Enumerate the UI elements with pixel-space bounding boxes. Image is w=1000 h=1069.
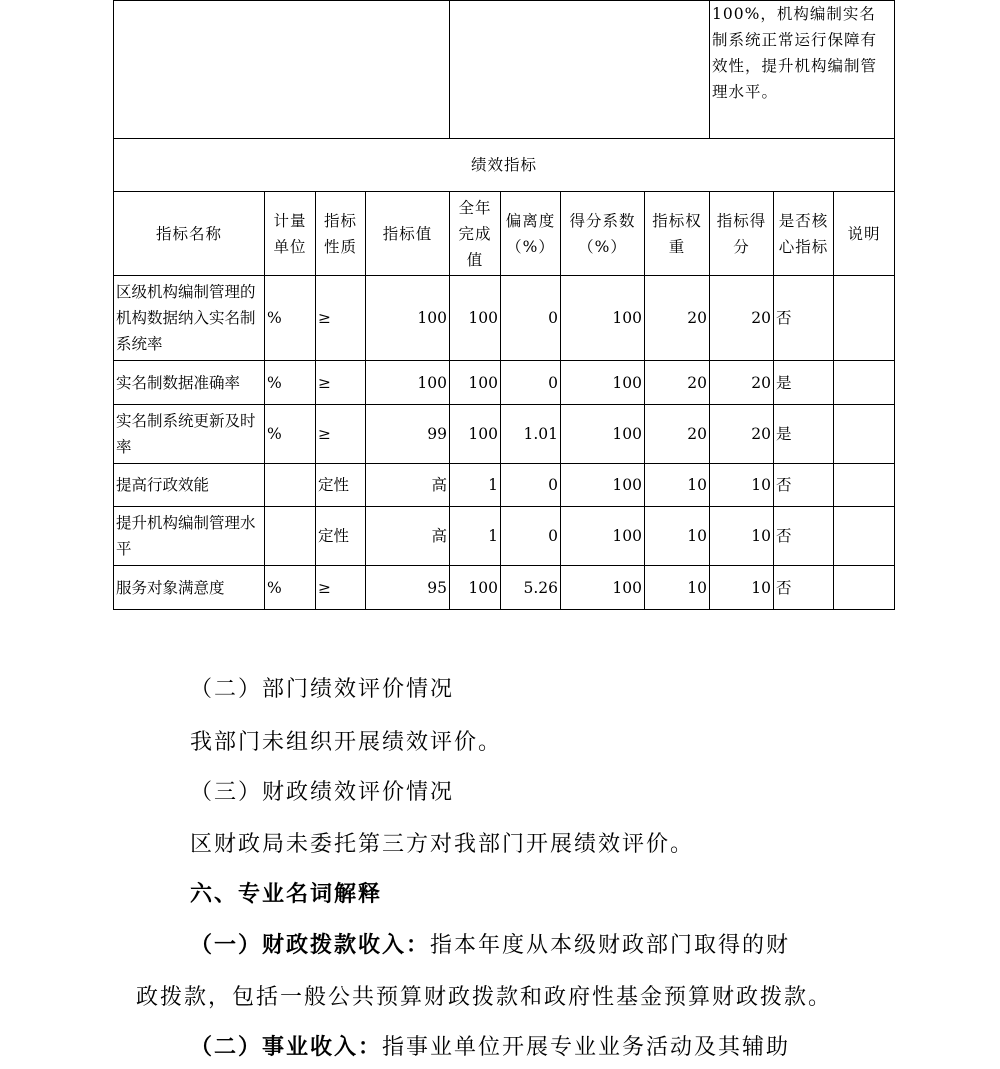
glossary-item-2	[190, 1030, 790, 1061]
nature-cell: ≥	[316, 405, 366, 464]
unit-cell: %	[265, 405, 316, 464]
indicator-name: 提高行政效能	[114, 464, 265, 507]
unit-cell: %	[265, 566, 316, 610]
header-cell: 计量单位	[265, 192, 316, 276]
note-cell	[834, 566, 895, 610]
nature-cell: ≥	[316, 361, 366, 405]
indicator-name: 实名制数据准确率	[114, 361, 265, 405]
header-cell: 全年完成值	[450, 192, 501, 276]
target-cell: 95	[366, 566, 450, 610]
indicator-name: 实名制系统更新及时率	[114, 405, 265, 464]
nature-cell: ≥	[316, 566, 366, 610]
target-cell: 高	[366, 464, 450, 507]
core-cell: 否	[774, 464, 834, 507]
note-cell	[834, 405, 895, 464]
target-cell: 100	[366, 361, 450, 405]
performance-table	[113, 0, 895, 610]
header-cell: 说明	[834, 192, 895, 276]
note-cell	[834, 464, 895, 507]
actual-cell: 100	[450, 405, 501, 464]
header-cell: 指标名称	[114, 192, 265, 276]
deviation-cell: 0	[501, 361, 561, 405]
heading-glossary: 六、专业名词解释	[190, 881, 383, 907]
header-cell: 指标权重	[645, 192, 710, 276]
coef-cell: 100	[561, 507, 645, 566]
para-dept-eval: 我部门未组织开展绩效评价。	[190, 730, 503, 755]
weight-cell: 10	[645, 507, 710, 566]
unit-cell: %	[265, 361, 316, 405]
actual-cell: 1	[450, 464, 501, 507]
section-title: 绩效指标	[114, 139, 895, 192]
score-cell: 10	[710, 566, 774, 610]
core-cell: 是	[774, 361, 834, 405]
note-cell	[834, 507, 895, 566]
header-cell: 是否核心指标	[774, 192, 834, 276]
actual-cell: 1	[450, 507, 501, 566]
empty-cell	[114, 1, 450, 139]
score-cell: 20	[710, 405, 774, 464]
indicator-name: 区级机构编制管理的机构数据纳入实名制系统率	[114, 276, 265, 361]
header-cell: 偏离度（%）	[501, 192, 561, 276]
header-cell: 指标得分	[710, 192, 774, 276]
deviation-cell: 0	[501, 507, 561, 566]
core-cell: 是	[774, 405, 834, 464]
target-cell: 100	[366, 276, 450, 361]
unit-cell	[265, 507, 316, 566]
header-cell: 指标性质	[316, 192, 366, 276]
score-cell: 20	[710, 276, 774, 361]
glossary-term: （二）事业收入：	[190, 1034, 383, 1060]
deviation-cell: 0	[501, 276, 561, 361]
coef-cell: 100	[561, 361, 645, 405]
table-row	[114, 361, 895, 405]
actual-cell: 100	[450, 361, 501, 405]
actual-cell: 100	[450, 566, 501, 610]
glossary-term: （一）财政拨款收入：	[190, 932, 431, 958]
section-row	[114, 139, 895, 192]
header-cell: 得分系数（%）	[561, 192, 645, 276]
weight-cell: 10	[645, 566, 710, 610]
score-cell: 10	[710, 464, 774, 507]
glossary-item-1	[190, 928, 790, 959]
empty-cell	[450, 1, 710, 139]
heading-finance-eval: （三）财政绩效评价情况	[190, 780, 455, 805]
core-cell: 否	[774, 276, 834, 361]
coef-cell: 100	[561, 464, 645, 507]
deviation-cell: 0	[501, 464, 561, 507]
table-row	[114, 405, 895, 464]
indicator-name: 提升机构编制管理水平	[114, 507, 265, 566]
nature-cell: 定性	[316, 507, 366, 566]
core-cell: 否	[774, 566, 834, 610]
unit-cell	[265, 464, 316, 507]
score-cell: 20	[710, 361, 774, 405]
deviation-cell: 1.01	[501, 405, 561, 464]
header-row	[114, 192, 895, 276]
glossary-item-1-cont: 政拨款，包括一般公共预算财政拨款和政府性基金预算财政拨款。	[136, 985, 833, 1010]
header-cell: 指标值	[366, 192, 450, 276]
nature-cell: 定性	[316, 464, 366, 507]
weight-cell: 10	[645, 464, 710, 507]
note-cell	[834, 361, 895, 405]
target-cell: 99	[366, 405, 450, 464]
actual-cell: 100	[450, 276, 501, 361]
para-finance-eval: 区财政局未委托第三方对我部门开展绩效评价。	[190, 832, 695, 857]
table-row	[114, 276, 895, 361]
weight-cell: 20	[645, 276, 710, 361]
table-row	[114, 566, 895, 610]
coef-cell: 100	[561, 566, 645, 610]
coef-cell: 100	[561, 405, 645, 464]
weight-cell: 20	[645, 361, 710, 405]
note-cell	[834, 276, 895, 361]
glossary-definition: 指事业单位开展专业业务活动及其辅助	[382, 1035, 791, 1060]
nature-cell: ≥	[316, 276, 366, 361]
unit-cell: %	[265, 276, 316, 361]
weight-cell: 20	[645, 405, 710, 464]
core-cell: 否	[774, 507, 834, 566]
deviation-cell: 5.26	[501, 566, 561, 610]
top-description: 100%，机构编制实名制系统正常运行保障有效性，提升机构编制管理水平。	[710, 1, 895, 139]
indicator-name: 服务对象满意度	[114, 566, 265, 610]
table-row	[114, 464, 895, 507]
coef-cell: 100	[561, 276, 645, 361]
score-cell: 10	[710, 507, 774, 566]
table-row	[114, 507, 895, 566]
heading-dept-eval: （二）部门绩效评价情况	[190, 677, 455, 702]
glossary-definition: 指本年度从本级财政部门取得的财	[430, 933, 791, 958]
target-cell: 高	[366, 507, 450, 566]
table-row-top	[114, 1, 895, 139]
